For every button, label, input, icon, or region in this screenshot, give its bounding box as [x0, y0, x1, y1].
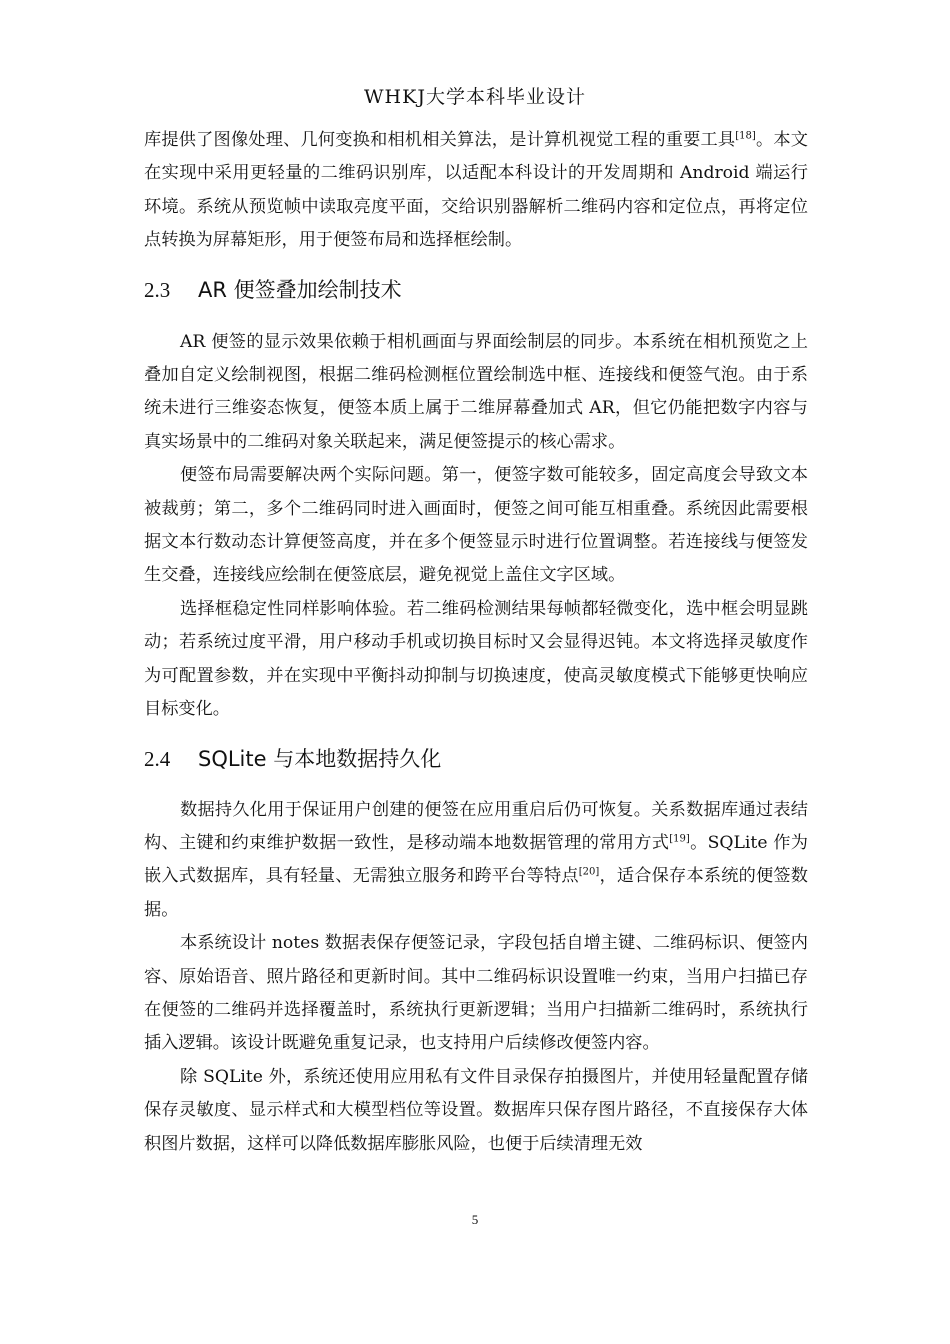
paragraph-selection-stability: 选择框稳定性同样影响体验。若二维码检测结果每帧都轻微变化，选中框会明显跳动；若系统过度平滑，用户移动手机或切换目标时又会显得迟钝。本文将选择灵敏度作为可配置参数，并在实现中平衡抖动抑制与切换速度，使高灵敏度模式下能够更快响应目标变化。	[144, 598, 808, 720]
section-title: AR 便签叠加绘制技术	[198, 277, 402, 302]
paragraph-note-layout: 便签布局需要解决两个实际问题。第一，便签字数可能较多，固定高度会导致文本被裁剪；第二，多个二维码同时进入画面时，便签之间可能互相重叠。系统因此需要根据文本行数动态计算便签高度，并在多个便签显示时进行位置调整。若连接线与便签发生交叠，连接线应绘制在便签底层，避免视觉上盖住文字区域。	[144, 465, 808, 586]
section-number: 2.4	[144, 746, 171, 771]
section-heading-2-4	[144, 742, 808, 777]
page-header: WHKJ大学本科毕业设计	[364, 86, 586, 108]
citation-ref: [20]	[578, 866, 600, 878]
paragraph-notes-table: 本系统设计 notes 数据表保存便签记录，字段包括自增主键、二维码标识、便签内容、原始语音、照片路径和更新时间。其中二维码标识设置唯一约束，当用户扫描已存在便签的二维码并选择覆盖时，系统执行更新逻辑；当用户扫描新二维码时，系统执行插入逻辑。该设计既避免重复记录，也支持用户后续修改便签内容。	[144, 933, 808, 1054]
citation-ref: [19]	[669, 833, 690, 845]
paragraph-text: 库提供了图像处理、几何变换和相机相关算法，是计算机视觉工程的重要工具	[144, 130, 736, 150]
paragraph-text: 。SQLite 作为嵌入式数据库，具有轻量、无需独立服务和跨平台等特点	[144, 832, 808, 887]
section-number: 2.3	[144, 277, 171, 302]
page-number: 5	[471, 1212, 479, 1227]
section-heading-2-3	[144, 273, 808, 308]
paragraph-text: 。本文在实现中采用更轻量的二维码识别库，以适配本科设计的开发周期和 Android 端运行环境。系统从预览帧中读取亮度平面，交给识别器解析二维码内容和定位点，再将定位点转换为屏幕矩形，用于便签布局和选择框绘制。	[144, 130, 808, 251]
paragraph-file-storage: 除 SQLite 外，系统还使用应用私有文件目录保存拍摄图片，并使用轻量配置存储保存灵敏度、显示样式和大模型档位等设置。数据库只保存图片路径，不直接保存大体积图片数据，这样可以降低数据库膨胀风险，也便于后续清理无效	[144, 1066, 808, 1154]
paragraph-text: ，适合保存本系统的便签数据。	[144, 866, 808, 920]
section-title: SQLite 与本地数据持久化	[198, 746, 442, 771]
paragraph-intro	[144, 124, 808, 258]
page-body	[144, 124, 808, 1161]
paragraph-text: 数据持久化用于保证用户创建的便签在应用重启后仍可恢复。关系数据库通过表结构、主键和约束维护数据一致性，是移动端本地数据管理的常用方式	[144, 799, 808, 853]
citation-ref: [18]	[735, 130, 756, 142]
paragraph-ar-overview: AR 便签的显示效果依赖于相机画面与界面绘制层的同步。本系统在相机预览之上叠加自定义绘制视图，根据二维码检测框位置绘制选中框、连接线和便签气泡。由于系统未进行三维姿态恢复，便签本质上属于二维屏幕叠加式 AR，但它仍能把数字内容与真实场景中的二维码对象关联起来，满足便签提示的核心需求。	[144, 331, 808, 452]
paragraph-persistence	[144, 794, 808, 928]
